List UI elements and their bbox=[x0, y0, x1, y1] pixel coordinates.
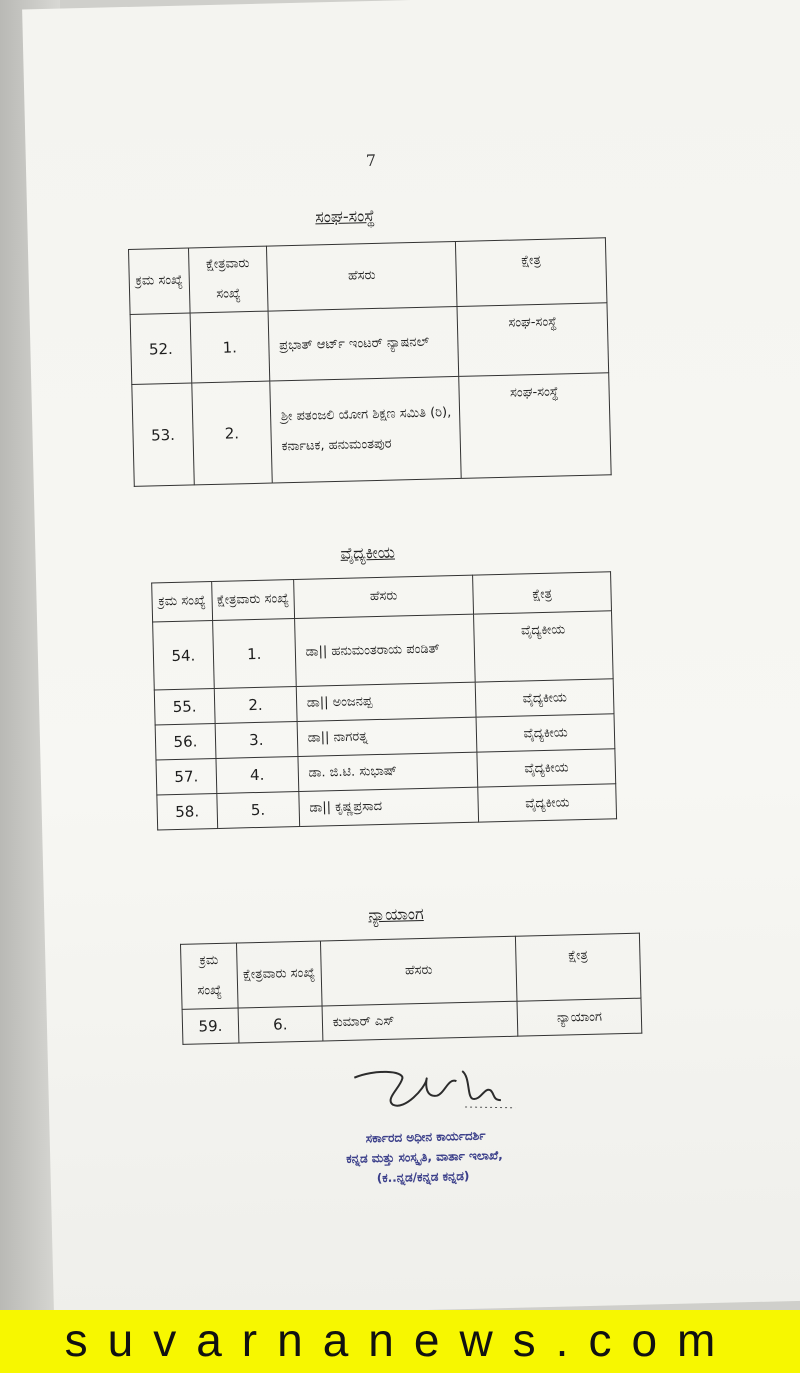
header-field: ಕ್ಷೇತ್ರ bbox=[456, 238, 607, 307]
header-name: ಹೆಸರು bbox=[266, 241, 457, 311]
name-cell: ಕುಮಾರ್ ಎಸ್ bbox=[322, 1001, 518, 1041]
table-row bbox=[130, 303, 609, 385]
header-serial: ಕ್ರಮ ಸಂಖ್ಯೆ bbox=[152, 582, 213, 622]
table-header-row bbox=[129, 238, 607, 315]
stamp-designation: ಸರ್ಕಾರದ ಅಧೀನ ಕಾರ್ಯದರ್ಶಿ bbox=[365, 1128, 486, 1146]
field-cell: ವೈದ್ಯಕೀಯ bbox=[474, 611, 613, 682]
field-serial-cell: 1. bbox=[190, 311, 270, 383]
field-cell: ನ್ಯಾಯಾಂಗ bbox=[517, 998, 642, 1036]
field-serial-cell: 5. bbox=[217, 791, 300, 828]
associations-table bbox=[128, 237, 612, 487]
header-serial: ಕ್ರಮ ಸಂಖ್ಯೆ bbox=[181, 943, 238, 1009]
name-cell: ಪ್ರಭಾತ್ ಆರ್ಟ್ ಇಂಟರ್ ನ್ಯಾಷನಲ್ bbox=[268, 306, 459, 381]
stamp-section: (ಕ..ನ್ನಡ/ಕನ್ನಡ ಕನ್ನಡ) bbox=[376, 1168, 470, 1186]
header-name: ಹೆಸರು bbox=[293, 575, 473, 618]
medical-table bbox=[151, 571, 617, 830]
signature-scribble bbox=[344, 1055, 566, 1130]
field-cell: ವೈದ್ಯಕೀಯ bbox=[477, 749, 615, 787]
serial-cell: 56. bbox=[155, 724, 216, 760]
header-field: ಕ್ಷೇತ್ರ bbox=[473, 572, 612, 614]
name-cell: ಡಾ. ಜಿ.ಟಿ. ಸುಭಾಷ್ bbox=[298, 752, 478, 791]
serial-cell: 52. bbox=[130, 313, 192, 384]
field-cell: ಸಂಘ-ಸಂಸ್ಥೆ bbox=[457, 303, 608, 377]
table-header-row bbox=[181, 933, 641, 1009]
table-row bbox=[153, 611, 614, 690]
field-cell: ವೈದ್ಯಕೀಯ bbox=[476, 714, 614, 752]
name-cell: ಡಾ|| ಅಂಜನಪ್ಪ bbox=[296, 682, 476, 721]
serial-cell: 58. bbox=[157, 793, 218, 829]
section-title-medical: ವೈದ್ಯಕೀಯ bbox=[340, 542, 396, 563]
field-serial-cell: 6. bbox=[238, 1006, 323, 1043]
judiciary-table bbox=[180, 933, 642, 1045]
name-cell: ಶ್ರೀ ಪತಂಜಲಿ ಯೋಗ ಶಿಕ್ಷಣ ಸಮಿತಿ (ರಿ), ಕರ್ನಾಟಕ, ಹನುಮಂತಪುರ bbox=[270, 376, 462, 483]
field-serial-cell: 4. bbox=[216, 756, 299, 793]
name-cell: ಡಾ|| ಹನುಮಂತರಾಯ ಪಂಡಿತ್ bbox=[294, 614, 475, 686]
table-row bbox=[132, 373, 611, 487]
section-title-judiciary: ನ್ಯಾಯಾಂಗ bbox=[368, 903, 424, 925]
header-field-serial: ಕ್ಷೇತ್ರವಾರು ಸಂಖ್ಯೆ bbox=[212, 580, 295, 621]
serial-cell: 55. bbox=[154, 689, 215, 725]
header-serial: ಕ್ರಮ ಸಂಖ್ಯೆ bbox=[129, 248, 190, 314]
stamp-department: ಕನ್ನಡ ಮತ್ತು ಸಂಸ್ಕೃತಿ, ವಾರ್ತಾ ಇಲಾಖೆ, bbox=[346, 1148, 503, 1166]
field-serial-cell: 1. bbox=[212, 619, 295, 689]
page-number: 7 bbox=[365, 150, 377, 171]
header-field: ಕ್ಷೇತ್ರ bbox=[516, 933, 641, 1001]
name-cell: ಡಾ|| ನಾಗರತ್ನ bbox=[297, 717, 477, 756]
field-cell: ವೈದ್ಯಕೀಯ bbox=[476, 679, 614, 717]
field-cell: ಸಂಘ-ಸಂಸ್ಥೆ bbox=[459, 373, 611, 479]
signature-block bbox=[344, 1055, 567, 1200]
header-field-serial: ಕ್ಷೇತ್ರವಾರು ಸಂಖ್ಯೆ bbox=[236, 941, 321, 1008]
serial-cell: 53. bbox=[132, 383, 194, 486]
serial-cell: 57. bbox=[156, 758, 217, 794]
watermark-banner bbox=[0, 1310, 800, 1373]
header-field-serial: ಕ್ಷೇತ್ರವಾರು ಸಂಖ್ಯೆ bbox=[188, 246, 267, 313]
field-serial-cell: 3. bbox=[215, 722, 298, 759]
name-cell: ಡಾ|| ಕೃಷ್ಣಪ್ರಸಾದ bbox=[299, 787, 479, 826]
field-serial-cell: 2. bbox=[192, 381, 272, 485]
section-title-associations: ಸಂಘ-ಸಂಸ್ಥೆ bbox=[315, 205, 376, 227]
document-page bbox=[22, 0, 800, 1319]
serial-cell: 54. bbox=[153, 621, 215, 690]
field-cell: ವೈದ್ಯಕೀಯ bbox=[478, 784, 616, 822]
serial-cell: 59. bbox=[182, 1008, 239, 1044]
field-serial-cell: 2. bbox=[214, 687, 297, 724]
header-name: ಹೆಸರು bbox=[320, 936, 517, 1006]
site-watermark: suvarnanews.com bbox=[64, 1314, 736, 1366]
